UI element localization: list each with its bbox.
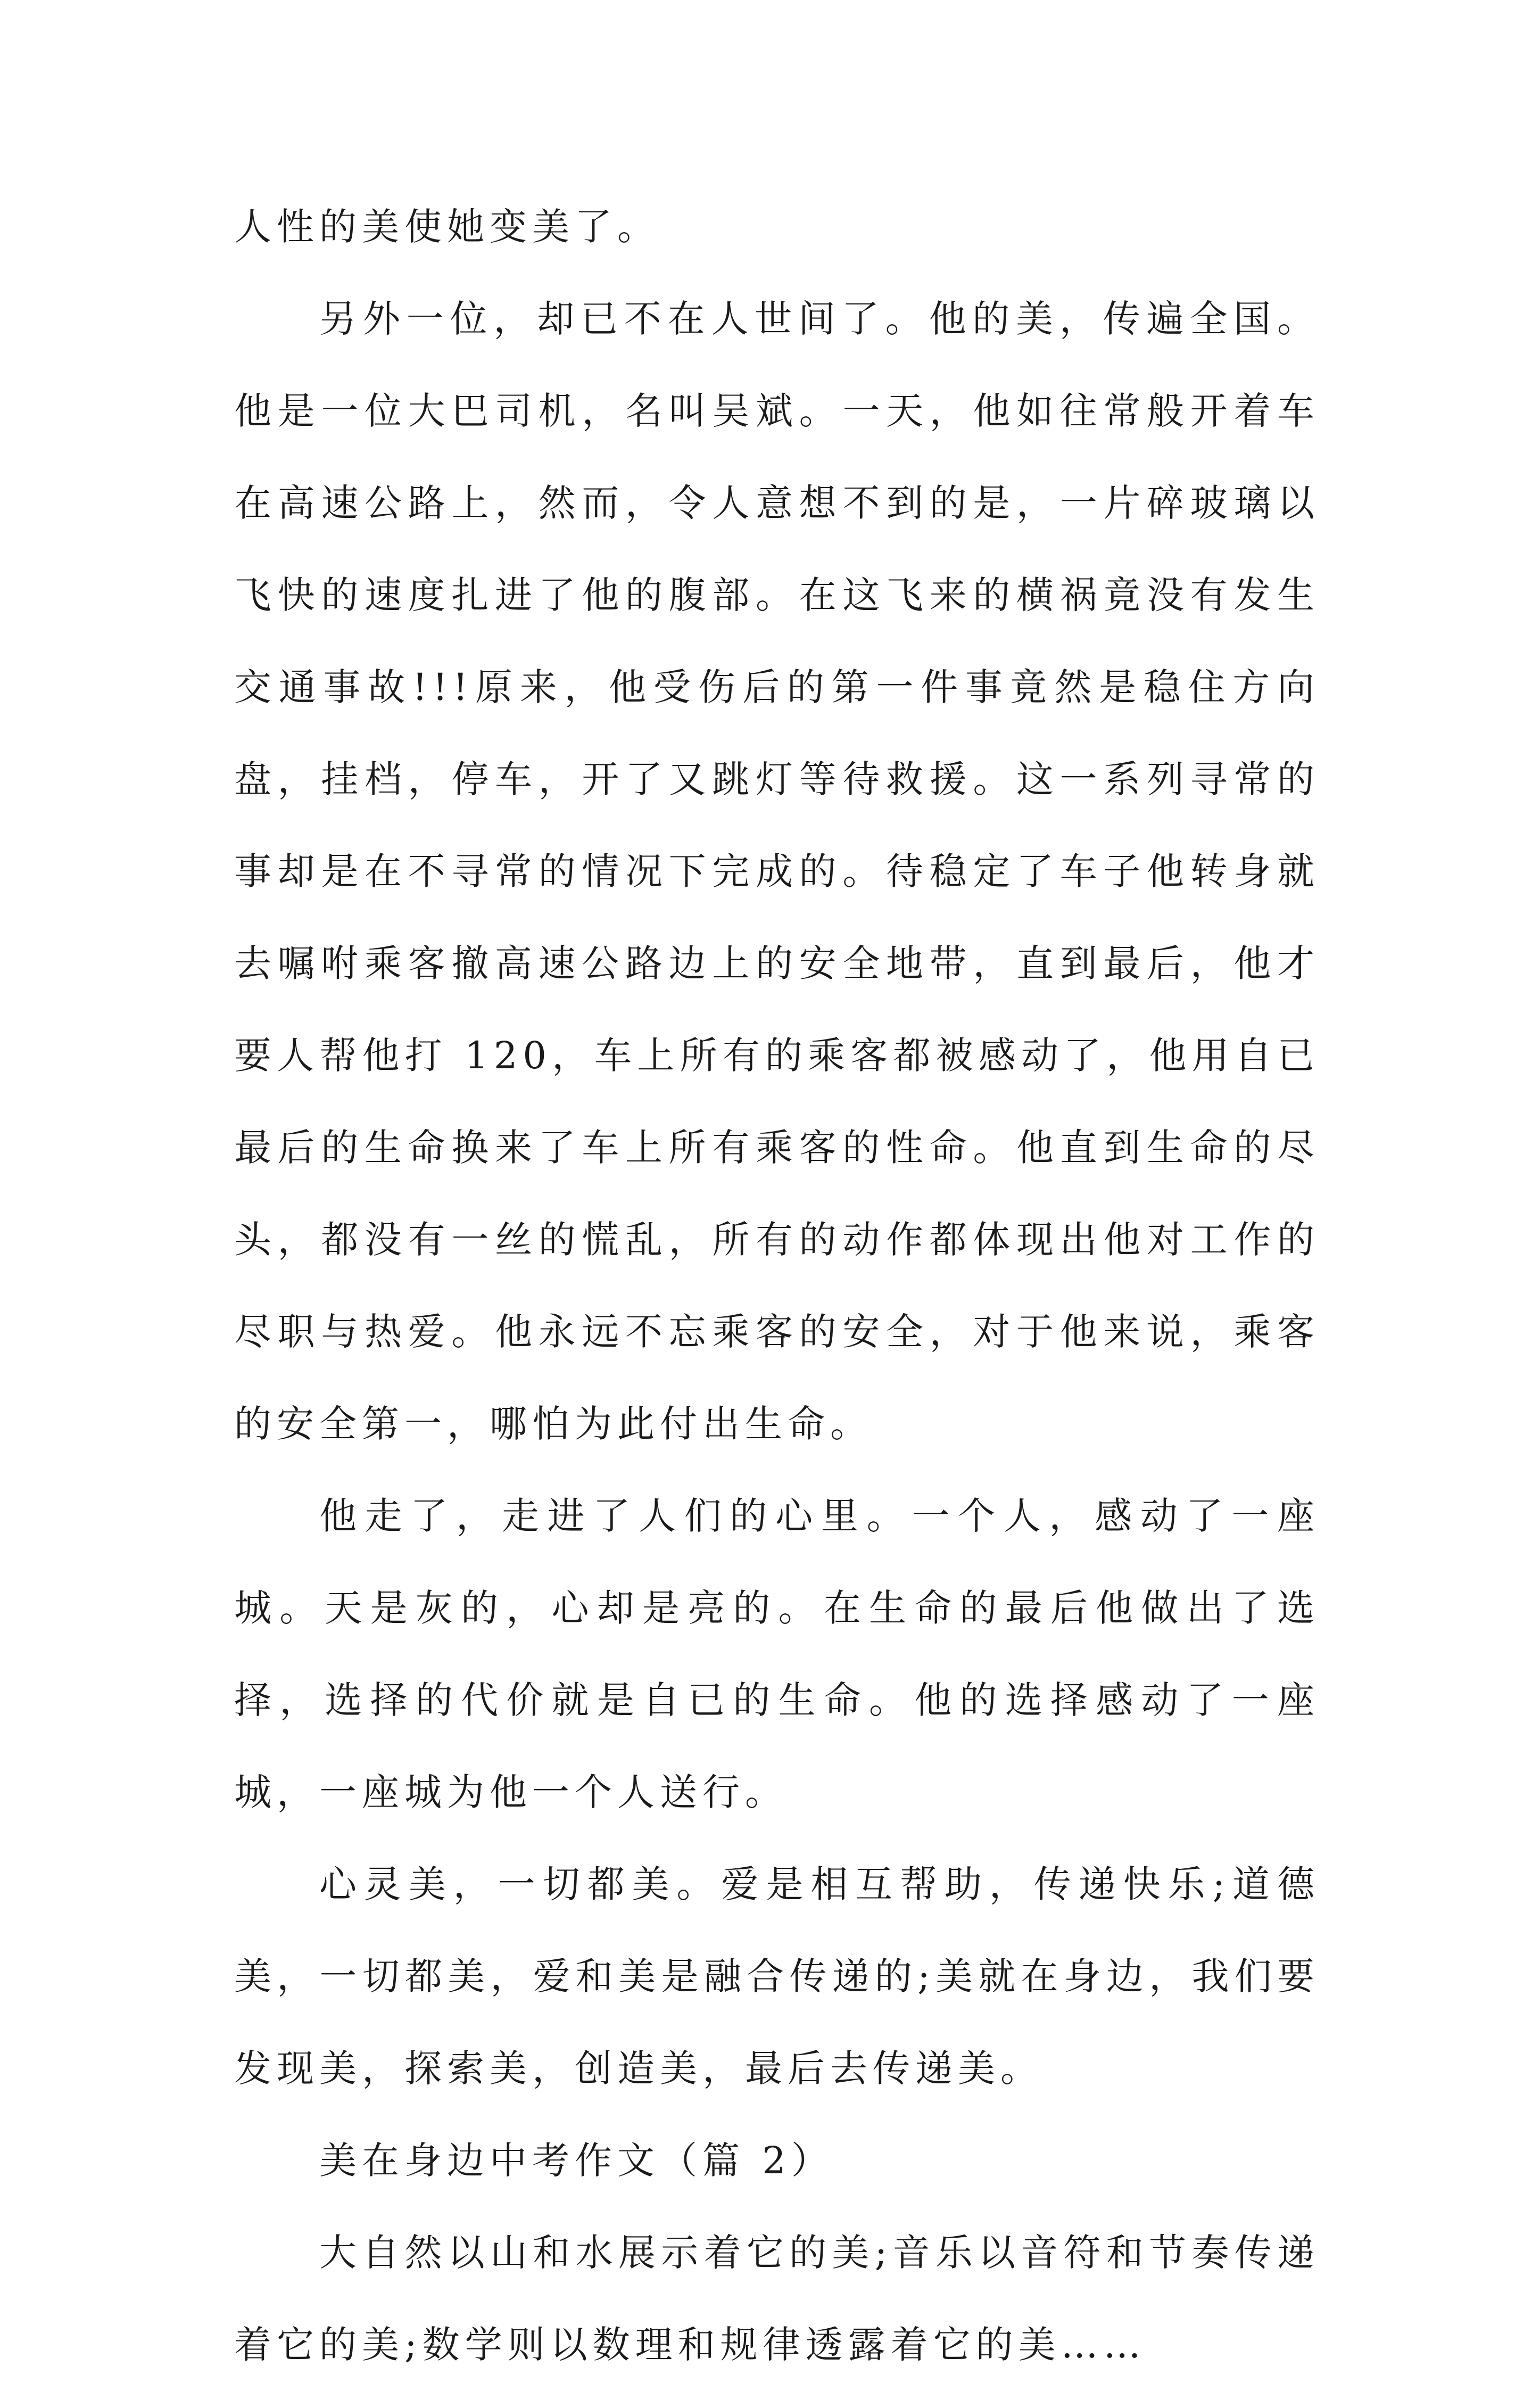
paragraph-continuation: 人性的美使她变美了。 <box>234 205 660 249</box>
paragraph-city-farewell: 他走了，走进了人们的心里。一个人，感动了一座城。天是灰的，心却是亮的。在生命的最后他做出了选择，选择的代价就是自已的生命。他的选择感动了一座城，一座城为他一个人送行。 <box>234 1494 1320 1814</box>
paragraph-conclusion: 心灵美，一切都美。爱是相互帮助，传递快乐;道德美，一切都美，爱和美是融合传递的;美就在身边，我们要发现美，探索美，创造美，最后去传递美。 <box>234 1862 1320 2090</box>
paragraph-bus-driver: 另外一位，却已不在人世间了。他的美，传遍全国。他是一位大巴司机，名叫吴斌。一天，他如往常般开着车在高速公路上，然而，令人意想不到的是，一片碎玻璃以飞快的速度扎进了他的腹部。在这飞来的横祸竟没有发生交通事故!!!原来，他受伤后的第一件事竟然是稳住方向盘，挂档，停车，开了又跳灯等待救援。这一系列寻常的事却是在不寻常的情况下完成的。待稳定了车子他转身就去嘱咐乘客撤高速公路边上的安全地带，直到最后，他才要人帮他打 120，车上所有的乘客都被感动了，他用自已最后的生命换来了车上所有乘客的性命。他直到生命的尽头，都没有一丝的慌乱，所有的动作都体现出他对工作的尽职与热爱。他永远不忘乘客的安全，对于他来说，乘客的安全第一，哪怕为此付出生命。 <box>234 297 1320 1446</box>
section-heading: 美在身边中考作文（篇 2） <box>319 2139 834 2182</box>
essay-body <box>234 181 1320 2391</box>
paragraph-essay-2-opening: 大自然以山和水展示着它的美;音乐以音符和节奏传递着它的美;数学则以数理和规律透露着它的美…… <box>234 2231 1320 2367</box>
